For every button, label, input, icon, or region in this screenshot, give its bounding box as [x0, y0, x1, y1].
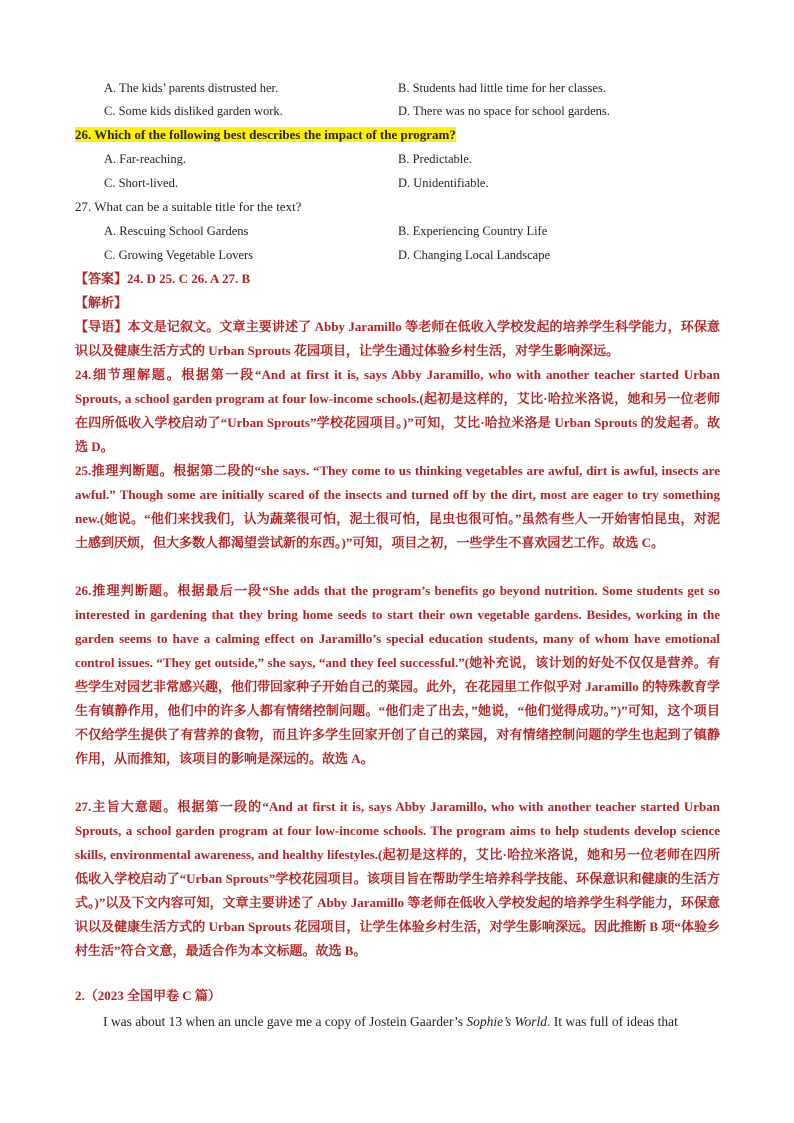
- section-2-label: 2.（2023 全国甲卷 C 篇）: [75, 988, 221, 1003]
- q27-option-c: C. Growing Vegetable Lovers: [104, 248, 254, 262]
- passage-prefix: I was about 13 when an uncle gave me a copy of Jostein Gaarder’s: [103, 1014, 467, 1029]
- q25-option-a: A. The kids’ parents distrusted her.: [104, 81, 279, 95]
- q26-option-c: C. Short-lived.: [104, 176, 178, 190]
- q25-option-d: D. There was no space for school gardens.: [398, 104, 610, 118]
- q26-stem-highlight: 26. Which of the following best describes the impact of the program?: [75, 127, 456, 142]
- explanation-27: 27.主旨大意题。根据第一段的“And at first it is, says Abby Jaramillo, who with another teacher started Urban Sprouts, a school garden program at four low-income schools. The program aims to help students develop science skills, environmental awareness, and healthy lifestyles.(起初是这样的，艾比·哈拉米洛说，她和另一位老师在四所低收入学校启动了“Urban Sprouts”学校花园项目。该项目旨在帮助学生培养科学技能、环保意识和健康的生活方式。)”以及下文内容可知，文章主要讲述了 Abby Jaramillo 等老师在低收入学校发起的培养学生科学能力，环保意识以及健康生活方式的 Urban Sprouts 花园项目，让学生体验乡村生活，对学生影响深远。因此推断 B 项“体验乡村生活”符合文意，最适合作为本文标题。故选 B。: [75, 799, 720, 958]
- q26-option-a: A. Far-reaching.: [104, 152, 187, 166]
- q27-option-a: A. Rescuing School Gardens: [104, 224, 249, 238]
- passage-suffix: . It was full of ideas that: [547, 1014, 678, 1029]
- passage-first-line: [75, 1011, 720, 1033]
- q27-option-b: B. Experiencing Country Life: [398, 224, 548, 238]
- passage-book-title: Sophie’s World: [466, 1014, 548, 1029]
- q26-stem: [75, 126, 456, 144]
- q27-option-d: D. Changing Local Landscape: [398, 248, 551, 262]
- analysis-label: 【解析】: [75, 295, 128, 310]
- intro-paragraph: 【导语】本文是记叙文。文章主要讲述了 Abby Jaramillo 等老师在低收入学校发起的培养学生科学能力，环保意识以及健康生活方式的 Urban Sprouts 花园项目，让学生通过体验乡村生活，对学生影响深远。: [75, 319, 720, 358]
- q27-stem: 27. What can be a suitable title for the text?: [75, 199, 302, 214]
- explanation-24: 24.细节理解题。根据第一段“And at first it is, says Abby Jaramillo, who with another teacher started Urban Sprouts, a school garden program at four low-income schools.(起初是这样的，艾比·哈拉米洛说，她和另一位老师在四所低收入学校启动了“Urban Sprouts”学校花园项目。)”可知，艾比·哈拉米洛是 Urban Sprouts 的发起者。故选 D。: [75, 367, 720, 454]
- q25-option-c: C. Some kids disliked garden work.: [104, 104, 283, 118]
- explanation-25: 25.推理判断题。根据第二段的“she says. “They come to us thinking vegetables are awful, dirt is awful, insects are awful.” Though some are initially scared of the insects and turned off by the dirt, most are eager to try something new.(她说。“他们来找我们，认为蔬菜很可怕，泥土很可怕，昆虫也很可怕。”虽然有些人一开始害怕昆虫，对泥土感到厌烦，但大多数人都渴望尝试新的东西。)”可知，项目之初，一些学生不喜欢园艺工作。故选 C。: [75, 463, 720, 550]
- explanation-26: 26.推理判断题。根据最后一段“She adds that the program’s benefits go beyond nutrition. Some students get so interested in gardening that they bring home seeds to start their own vegetable gardens. Besides, working in the garden seems to have a calming effect on Jaramillo’s special education students, many of whom have emotional control issues. “They get outside,” she says, “and they feel successful.”(她补充说，该计划的好处不仅仅是营养。有些学生对园艺非常感兴趣，他们带回家种子开始自己的菜园。此外，在花园里工作似乎对 Jaramillo 的特殊教育学生有镇静作用，他们中的许多人都有情绪控制问题。“他们走了出去，”她说，“他们觉得成功。”)”可知，这个项目不仅给学生提供了有营养的食物，而且许多学生回家开创了自己的菜园，对有情绪控制问题的学生也起到了镇静作用，从而推知，该项目的影响是深远的。故选 A。: [75, 583, 720, 766]
- q26-option-d: D. Unidentifiable.: [398, 176, 489, 190]
- q25-option-b: B. Students had little time for her classes.: [398, 81, 606, 95]
- q26-option-b: B. Predictable.: [398, 152, 472, 166]
- answer-key: 【答案】24. D 25. C 26. A 27. B: [75, 271, 251, 286]
